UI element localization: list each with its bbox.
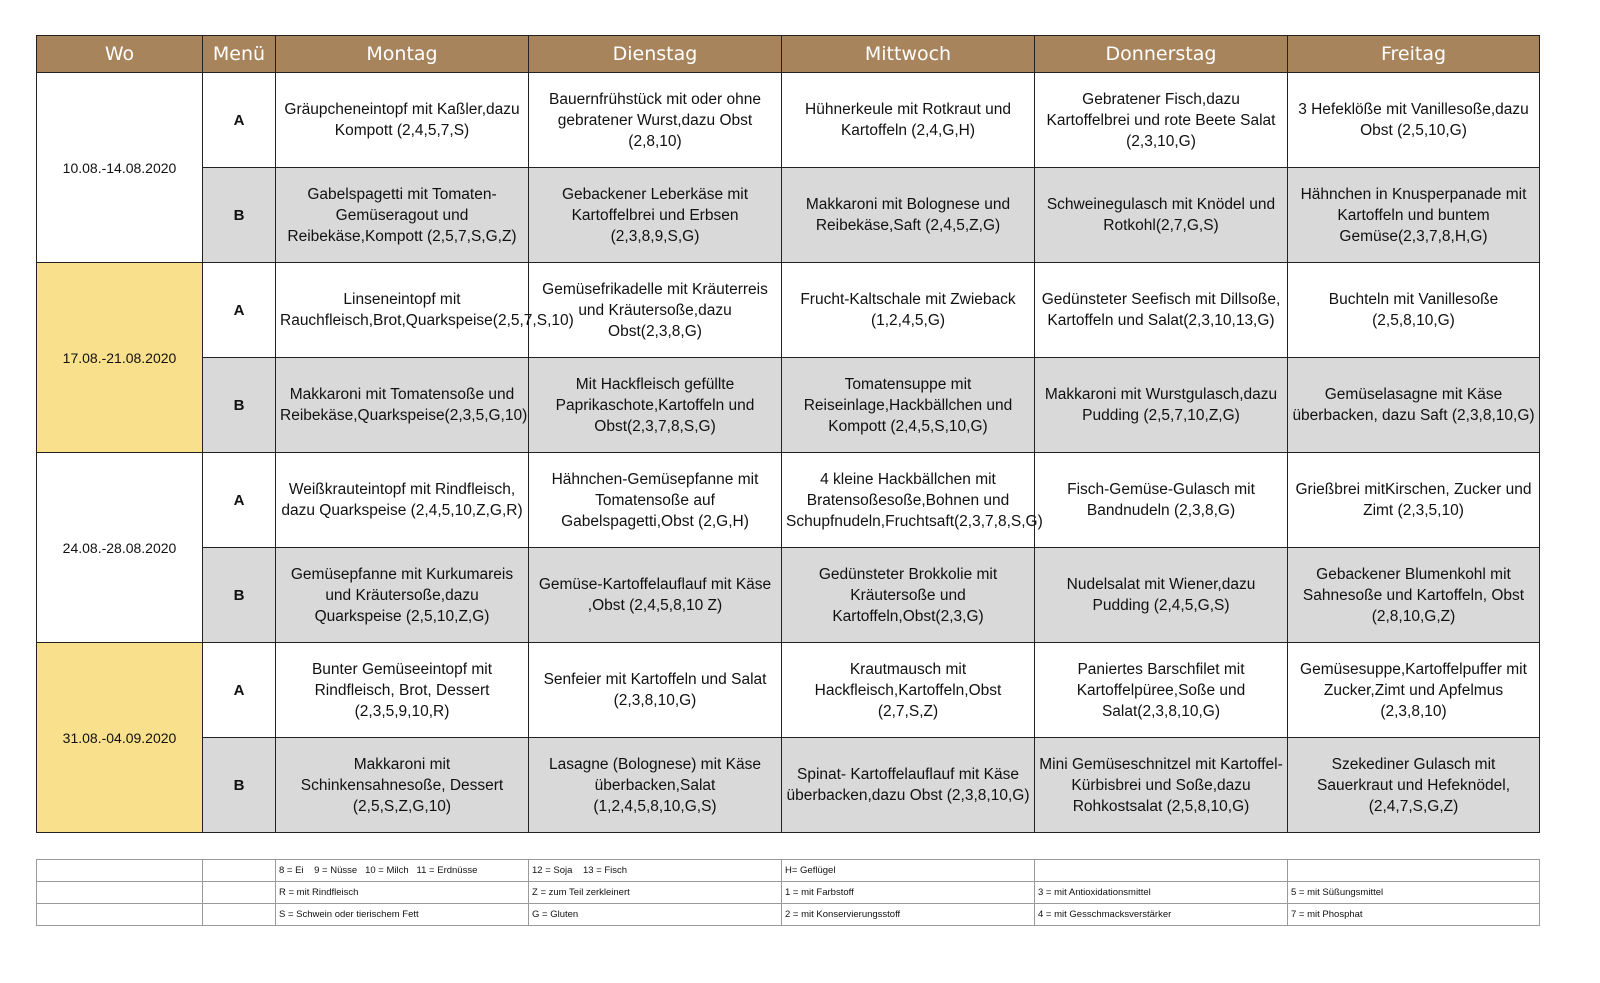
meal-cell: Fisch-Gemüse-Gulasch mit Bandnudeln (2,3,8,G) (1035, 453, 1288, 548)
meal-cell: Paniertes Barschfilet mit Kartoffelpüree,Soße und Salat(2,3,8,10,G) (1035, 643, 1288, 738)
menu-letter: B (203, 548, 276, 643)
header-thursday: Donnerstag (1035, 36, 1288, 73)
meal-cell: Senfeier mit Kartoffeln und Salat (2,3,8,10,G) (529, 643, 782, 738)
meal-cell: Makkaroni mit Schinkensahnesoße, Dessert (2,5,S,Z,G,10) (276, 738, 529, 833)
meal-cell: Frucht-Kaltschale mit Zwieback (1,2,4,5,G) (782, 263, 1035, 358)
meal-cell: Gedünsteter Seefisch mit Dillsoße, Kartoffeln und Salat(2,3,10,13,G) (1035, 263, 1288, 358)
legend-row (37, 904, 1540, 926)
header-wednesday: Mittwoch (782, 36, 1035, 73)
header-monday: Montag (276, 36, 529, 73)
menu-letter: A (203, 643, 276, 738)
legend-cell: 5 = mit Süßungsmittel (1288, 882, 1540, 904)
table-row (37, 548, 1540, 643)
table-row (37, 358, 1540, 453)
meal-cell: Gedünsteter Brokkolie mit Kräutersoße und Kartoffeln,Obst(2,3,G) (782, 548, 1035, 643)
legend-cell (203, 882, 276, 904)
legend-cell: Z = zum Teil zerkleinert (529, 882, 782, 904)
table-row (37, 73, 1540, 168)
header-week: Wo (37, 36, 203, 73)
meal-cell: Hähnchen-Gemüsepfanne mit Tomatensoße auf Gabelspagetti,Obst (2,G,H) (529, 453, 782, 548)
meal-cell: Gemüsesuppe,Kartoffelpuffer mit Zucker,Zimt und Apfelmus (2,3,8,10) (1288, 643, 1540, 738)
meal-cell: Hähnchen in Knusperpanade mit Kartoffeln und buntem Gemüse(2,3,7,8,H,G) (1288, 168, 1540, 263)
menu-letter: A (203, 263, 276, 358)
meal-cell: Gemüsefrikadelle mit Kräuterreis und Kräutersoße,dazu Obst(2,3,8,G) (529, 263, 782, 358)
meal-cell: Makkaroni mit Wurstgulasch,dazu Pudding (2,5,7,10,Z,G) (1035, 358, 1288, 453)
menu-letter: A (203, 73, 276, 168)
legend-cell (1035, 860, 1288, 882)
legend-cell (37, 860, 203, 882)
legend-cell: 3 = mit Antioxidationsmittel (1035, 882, 1288, 904)
meal-cell: Gabelspagetti mit Tomaten-Gemüseragout und Reibekäse,Kompott (2,5,7,S,G,Z) (276, 168, 529, 263)
meal-cell: Hühnerkeule mit Rotkraut und Kartoffeln (2,4,G,H) (782, 73, 1035, 168)
header-tuesday: Dienstag (529, 36, 782, 73)
meal-cell: Gemüse-Kartoffelauflauf mit Käse ,Obst (2,4,5,8,10 Z) (529, 548, 782, 643)
week-range-cell: 10.08.-14.08.2020 (37, 73, 203, 263)
table-row (37, 263, 1540, 358)
legend-cell: 7 = mit Phosphat (1288, 904, 1540, 926)
legend-cell: G = Gluten (529, 904, 782, 926)
meal-cell: Schweinegulasch mit Knödel und Rotkohl(2,7,G,S) (1035, 168, 1288, 263)
menu-letter: B (203, 738, 276, 833)
legend-cell: S = Schwein oder tierischem Fett (276, 904, 529, 926)
legend-cell: H= Geflügel (782, 860, 1035, 882)
week-range-cell: 17.08.-21.08.2020 (37, 263, 203, 453)
table-row (37, 738, 1540, 833)
meal-cell: Grießbrei mitKirschen, Zucker und Zimt (2,3,5,10) (1288, 453, 1540, 548)
menu-letter: B (203, 358, 276, 453)
meal-cell: Gemüsepfanne mit Kurkumareis und Kräutersoße,dazu Quarkspeise (2,5,10,Z,G) (276, 548, 529, 643)
legend-cell (203, 904, 276, 926)
legend-cell (37, 904, 203, 926)
table-row (37, 453, 1540, 548)
legend-cell (37, 882, 203, 904)
legend-cell: 12 = Soja 13 = Fisch (529, 860, 782, 882)
menu-plan-table (36, 35, 1540, 833)
menu-letter: A (203, 453, 276, 548)
meal-cell: Bunter Gemüseeintopf mit Rindfleisch, Brot, Dessert (2,3,5,9,10,R) (276, 643, 529, 738)
meal-cell: Krautmausch mit Hackfleisch,Kartoffeln,Obst (2,7,S,Z) (782, 643, 1035, 738)
table-row (37, 168, 1540, 263)
meal-cell: Gemüselasagne mit Käse überbacken, dazu Saft (2,3,8,10,G) (1288, 358, 1540, 453)
meal-cell: Buchteln mit Vanillesoße (2,5,8,10,G) (1288, 263, 1540, 358)
meal-cell: Weißkrauteintopf mit Rindfleisch, dazu Quarkspeise (2,4,5,10,Z,G,R) (276, 453, 529, 548)
meal-cell: Gräupcheneintopf mit Kaßler,dazu Kompott (2,4,5,7,S) (276, 73, 529, 168)
meal-cell: Bauernfrühstück mit oder ohne gebratener Wurst,dazu Obst (2,8,10) (529, 73, 782, 168)
meal-cell: Linseneintopf mit Rauchfleisch,Brot,Quarkspeise(2,5,7,S,10) (276, 263, 529, 358)
legend-cell: 8 = Ei 9 = Nüsse 10 = Milch 11 = Erdnüsse (276, 860, 529, 882)
meal-cell: Szekediner Gulasch mit Sauerkraut und Hefeknödel, (2,4,7,S,G,Z) (1288, 738, 1540, 833)
meal-cell: Mini Gemüseschnitzel mit Kartoffel-Kürbisbrei und Soße,dazu Rohkostsalat (2,5,8,10,G) (1035, 738, 1288, 833)
legend-cell: R = mit Rindfleisch (276, 882, 529, 904)
legend-cell (203, 860, 276, 882)
meal-cell: Gebratener Fisch,dazu Kartoffelbrei und rote Beete Salat (2,3,10,G) (1035, 73, 1288, 168)
week-range-cell: 24.08.-28.08.2020 (37, 453, 203, 643)
meal-cell: Gebackener Leberkäse mit Kartoffelbrei und Erbsen (2,3,8,9,S,G) (529, 168, 782, 263)
meal-cell: 3 Hefeklöße mit Vanillesoße,dazu Obst (2,5,10,G) (1288, 73, 1540, 168)
menu-letter: B (203, 168, 276, 263)
meal-cell: Tomatensuppe mit Reiseinlage,Hackbällchen und Kompott (2,4,5,S,10,G) (782, 358, 1035, 453)
meal-cell: Spinat- Kartoffelauflauf mit Käse überbacken,dazu Obst (2,3,8,10,G) (782, 738, 1035, 833)
legend-row (37, 860, 1540, 882)
meal-cell: Nudelsalat mit Wiener,dazu Pudding (2,4,5,G,S) (1035, 548, 1288, 643)
legend-cell: 2 = mit Konservierungsstoff (782, 904, 1035, 926)
legend-cell: 1 = mit Farbstoff (782, 882, 1035, 904)
meal-cell: Lasagne (Bolognese) mit Käse überbacken,Salat (1,2,4,5,8,10,G,S) (529, 738, 782, 833)
legend-row (37, 882, 1540, 904)
week-range-cell: 31.08.-04.09.2020 (37, 643, 203, 833)
meal-cell: Gebackener Blumenkohl mit Sahnesoße und Kartoffeln, Obst (2,8,10,G,Z) (1288, 548, 1540, 643)
header-friday: Freitag (1288, 36, 1540, 73)
meal-cell: Makkaroni mit Tomatensoße und Reibekäse,Quarkspeise(2,3,5,G,10) (276, 358, 529, 453)
table-row (37, 643, 1540, 738)
meal-cell: 4 kleine Hackbällchen mit Bratensoßesoße,Bohnen und Schupfnudeln,Fruchtsaft(2,3,7,8,S,G) (782, 453, 1035, 548)
meal-cell: Makkaroni mit Bolognese und Reibekäse,Saft (2,4,5,Z,G) (782, 168, 1035, 263)
legend-cell (1288, 860, 1540, 882)
legend-cell: 4 = mit Gesschmacksverstärker (1035, 904, 1288, 926)
header-row (37, 36, 1540, 73)
meal-cell: Mit Hackfleisch gefüllte Paprikaschote,Kartoffeln und Obst(2,3,7,8,S,G) (529, 358, 782, 453)
allergen-legend-table (36, 859, 1540, 926)
header-menu: Menü (203, 36, 276, 73)
